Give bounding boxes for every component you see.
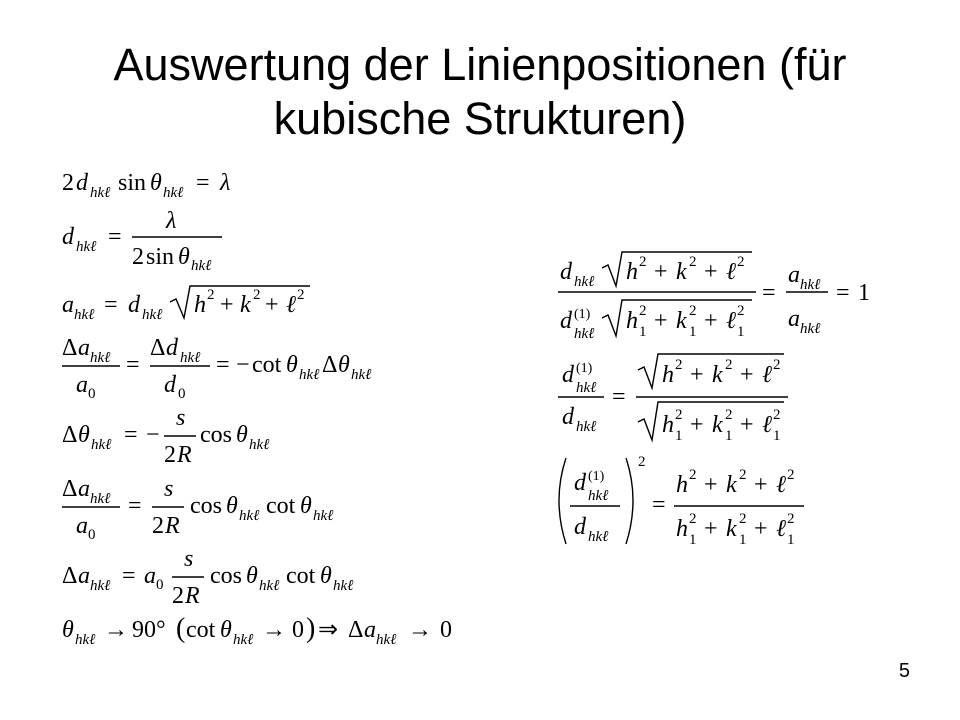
svg-text:+: + — [704, 472, 718, 498]
svg-text:ℓ: ℓ — [726, 308, 736, 334]
svg-text:hkℓ: hkℓ — [233, 632, 254, 648]
svg-text:ℓ: ℓ — [762, 412, 772, 438]
svg-text:2: 2 — [773, 357, 781, 373]
svg-text:0: 0 — [292, 617, 304, 643]
svg-text:1: 1 — [639, 324, 647, 340]
svg-text:hkℓ: hkℓ — [333, 578, 354, 594]
svg-text:+: + — [220, 292, 234, 318]
svg-text:θ: θ — [236, 422, 248, 448]
svg-text:Δ: Δ — [348, 617, 364, 643]
svg-text:θ: θ — [338, 352, 350, 378]
svg-text:k: k — [676, 308, 687, 334]
svg-text:1: 1 — [737, 324, 745, 340]
svg-text:sin: sin — [146, 244, 175, 270]
svg-text:2: 2 — [164, 442, 176, 468]
svg-text:θ: θ — [62, 617, 74, 643]
equation-limit — [62, 613, 452, 648]
svg-text:−: − — [236, 352, 250, 378]
svg-text:h: h — [676, 516, 688, 542]
svg-text:2: 2 — [152, 513, 164, 539]
svg-text:=: = — [126, 352, 140, 378]
svg-text:hkℓ: hkℓ — [574, 274, 595, 290]
svg-text:+: + — [690, 362, 704, 388]
svg-text:a: a — [78, 563, 90, 589]
svg-text:+: + — [704, 259, 718, 285]
svg-text:→: → — [262, 617, 286, 643]
svg-text:→: → — [104, 617, 128, 643]
svg-text:h: h — [662, 362, 674, 388]
svg-text:hkℓ: hkℓ — [142, 307, 163, 323]
page-number: 5 — [898, 660, 910, 682]
svg-text:=: = — [762, 280, 776, 306]
svg-text:+: + — [740, 412, 754, 438]
svg-text:2: 2 — [253, 287, 261, 303]
svg-text:0: 0 — [440, 617, 452, 643]
svg-text:2: 2 — [689, 467, 697, 483]
svg-text:(1): (1) — [576, 361, 593, 376]
svg-text:a: a — [788, 306, 800, 332]
svg-text:hkℓ: hkℓ — [588, 529, 609, 545]
svg-text:cot: cot — [186, 617, 216, 643]
svg-text:2: 2 — [675, 357, 683, 373]
svg-text:hkℓ: hkℓ — [249, 437, 270, 453]
svg-text:1: 1 — [858, 280, 870, 306]
equation-relative-error — [62, 335, 371, 402]
svg-text:+: + — [654, 308, 668, 334]
svg-text:2: 2 — [773, 407, 781, 423]
svg-text:d: d — [560, 308, 572, 334]
svg-text:θ: θ — [300, 493, 312, 519]
svg-text:1: 1 — [739, 532, 747, 548]
svg-text:+: + — [690, 412, 704, 438]
svg-text:2: 2 — [639, 254, 647, 270]
svg-text:=: = — [216, 352, 230, 378]
svg-text:s: s — [164, 476, 174, 502]
svg-text:1: 1 — [689, 532, 697, 548]
svg-text:k: k — [726, 516, 737, 542]
svg-text:+: + — [740, 362, 754, 388]
equation-absolute-error — [62, 546, 353, 609]
svg-text:θ: θ — [78, 422, 90, 448]
svg-text:2: 2 — [689, 254, 697, 270]
svg-text:hkℓ: hkℓ — [91, 437, 112, 453]
svg-text:Δ: Δ — [62, 422, 78, 448]
svg-text:hkℓ: hkℓ — [180, 350, 201, 366]
svg-text:hkℓ: hkℓ — [191, 258, 212, 274]
svg-text:h: h — [662, 412, 674, 438]
svg-text:+: + — [704, 308, 718, 334]
svg-text:d: d — [128, 292, 140, 318]
svg-text:(1): (1) — [574, 307, 591, 322]
svg-text:2: 2 — [737, 303, 745, 319]
svg-text:a: a — [144, 563, 156, 589]
svg-text:k: k — [240, 292, 251, 318]
svg-text:=: = — [196, 170, 210, 196]
svg-text:d: d — [62, 224, 74, 250]
svg-text:hkℓ: hkℓ — [90, 491, 111, 507]
svg-text:hkℓ: hkℓ — [75, 632, 96, 648]
svg-text:+: + — [704, 516, 718, 542]
svg-text:⇒: ⇒ — [318, 617, 339, 643]
svg-text:ℓ: ℓ — [762, 362, 772, 388]
svg-text:1: 1 — [689, 324, 697, 340]
svg-text:90°: 90° — [132, 617, 166, 643]
svg-text:hkℓ: hkℓ — [239, 508, 260, 524]
svg-text:θ: θ — [178, 244, 190, 270]
svg-text:cos: cos — [190, 493, 222, 519]
svg-text:a: a — [76, 513, 88, 539]
svg-text:a: a — [364, 617, 376, 643]
slide-title: Auswertung der Linienpositionen (für kubische Strukturen) — [113, 39, 847, 144]
svg-text:0: 0 — [88, 527, 96, 543]
equation-ratio-d — [558, 354, 788, 444]
equation-relative-error-cos-cot — [62, 476, 333, 543]
svg-text:(: ( — [176, 613, 186, 644]
svg-text:a: a — [76, 372, 88, 398]
svg-text:sin: sin — [118, 170, 147, 196]
svg-text:2: 2 — [689, 511, 697, 527]
svg-text:hkℓ: hkℓ — [376, 632, 397, 648]
svg-text:k: k — [712, 362, 723, 388]
svg-text:=: = — [124, 422, 138, 448]
svg-text:+: + — [654, 259, 668, 285]
svg-text:1: 1 — [725, 428, 733, 444]
equation-ratio-lattice — [558, 252, 870, 342]
svg-text:2: 2 — [297, 287, 305, 303]
svg-text:hkℓ: hkℓ — [163, 185, 184, 201]
svg-text:a: a — [78, 476, 90, 502]
svg-text:1: 1 — [787, 532, 795, 548]
svg-text:hkℓ: hkℓ — [800, 277, 821, 293]
equation-bragg-law — [62, 170, 230, 201]
svg-text:R: R — [185, 583, 200, 609]
svg-text:ℓ: ℓ — [286, 292, 296, 318]
svg-text:h: h — [194, 292, 206, 318]
svg-text:2: 2 — [62, 170, 74, 196]
svg-text:θ: θ — [150, 170, 162, 196]
svg-text:0: 0 — [88, 386, 96, 402]
svg-text:2: 2 — [675, 407, 683, 423]
svg-text:hkℓ: hkℓ — [76, 239, 97, 255]
svg-text:2: 2 — [639, 303, 647, 319]
svg-text:a: a — [788, 262, 800, 288]
svg-text:s: s — [176, 405, 186, 431]
svg-text:2: 2 — [725, 357, 733, 373]
svg-text:Δ: Δ — [62, 563, 78, 589]
svg-text:d: d — [166, 335, 178, 361]
svg-text:a: a — [78, 335, 90, 361]
svg-text:Δ: Δ — [62, 476, 78, 502]
svg-text:d: d — [574, 470, 586, 496]
svg-text:hkℓ: hkℓ — [351, 367, 372, 383]
svg-text:cos: cos — [210, 563, 242, 589]
svg-text:d: d — [560, 259, 572, 285]
svg-text:+: + — [754, 516, 768, 542]
svg-text:ℓ: ℓ — [726, 259, 736, 285]
svg-text:(1): (1) — [588, 469, 605, 484]
svg-text:0: 0 — [156, 577, 164, 593]
svg-text:2: 2 — [737, 254, 745, 270]
svg-text:hkℓ: hkℓ — [259, 578, 280, 594]
svg-text:2: 2 — [638, 454, 646, 470]
svg-text:): ) — [306, 613, 316, 644]
svg-text:2: 2 — [739, 511, 747, 527]
svg-text:d: d — [562, 404, 574, 430]
svg-text:=: = — [612, 384, 626, 410]
svg-text:R: R — [165, 513, 180, 539]
svg-text:0: 0 — [178, 386, 186, 402]
equation-angle-shift — [62, 405, 269, 468]
svg-text:=: = — [122, 563, 136, 589]
svg-text:1: 1 — [773, 428, 781, 444]
svg-text:k: k — [726, 472, 737, 498]
svg-text:d: d — [574, 514, 586, 540]
svg-text:ℓ: ℓ — [776, 472, 786, 498]
svg-text:=: = — [128, 493, 142, 519]
svg-text:2: 2 — [739, 467, 747, 483]
equation-ratio-d-squared — [559, 454, 804, 548]
svg-text:+: + — [265, 292, 279, 318]
svg-text:2: 2 — [172, 583, 184, 609]
svg-text:2: 2 — [689, 303, 697, 319]
svg-text:θ: θ — [226, 493, 238, 519]
svg-text:hkℓ: hkℓ — [576, 419, 597, 435]
svg-text:cot: cot — [286, 563, 316, 589]
svg-text:λ: λ — [166, 208, 177, 234]
svg-text:h: h — [626, 308, 638, 334]
svg-text:Δ: Δ — [62, 335, 78, 361]
equation-d-spacing — [62, 208, 222, 274]
svg-text:=: = — [652, 492, 666, 518]
svg-text:hkℓ: hkℓ — [90, 185, 111, 201]
svg-text:2: 2 — [725, 407, 733, 423]
svg-text:hkℓ: hkℓ — [299, 367, 320, 383]
svg-text:hkℓ: hkℓ — [574, 326, 595, 342]
svg-text:a: a — [62, 292, 74, 318]
svg-text:=: = — [836, 280, 850, 306]
svg-text:hkℓ: hkℓ — [90, 578, 111, 594]
svg-text:cos: cos — [200, 422, 232, 448]
svg-text:θ: θ — [320, 563, 332, 589]
svg-text:h: h — [626, 259, 638, 285]
svg-text:2: 2 — [132, 244, 144, 270]
svg-text:h: h — [676, 472, 688, 498]
svg-text:2: 2 — [207, 287, 215, 303]
svg-text:=: = — [108, 224, 122, 250]
svg-text:R: R — [177, 442, 192, 468]
svg-text:1: 1 — [675, 428, 683, 444]
svg-text:d: d — [76, 170, 88, 196]
svg-text:θ: θ — [246, 563, 258, 589]
svg-text:2: 2 — [787, 467, 795, 483]
svg-text:hkℓ: hkℓ — [800, 321, 821, 337]
svg-text:hkℓ: hkℓ — [90, 350, 111, 366]
svg-text:d: d — [164, 372, 176, 398]
svg-text:k: k — [712, 412, 723, 438]
svg-text:θ: θ — [286, 352, 298, 378]
svg-text:→: → — [408, 617, 432, 643]
svg-text:s: s — [184, 546, 194, 572]
svg-text:cot: cot — [252, 352, 282, 378]
svg-text:Δ: Δ — [150, 335, 166, 361]
svg-text:θ: θ — [220, 617, 232, 643]
svg-text:k: k — [676, 259, 687, 285]
equation-lattice-parameter — [62, 286, 310, 323]
svg-text:hkℓ: hkℓ — [313, 508, 334, 524]
svg-text:Δ: Δ — [322, 352, 338, 378]
svg-text:hkℓ: hkℓ — [576, 380, 597, 396]
svg-text:2: 2 — [787, 511, 795, 527]
svg-text:hkℓ: hkℓ — [588, 488, 609, 504]
svg-text:λ: λ — [220, 170, 231, 196]
svg-text:hkℓ: hkℓ — [74, 307, 95, 323]
svg-text:+: + — [754, 472, 768, 498]
svg-text:=: = — [104, 292, 118, 318]
svg-text:cot: cot — [266, 493, 296, 519]
svg-text:ℓ: ℓ — [776, 516, 786, 542]
svg-text:−: − — [146, 422, 160, 448]
svg-text:d: d — [562, 362, 574, 388]
